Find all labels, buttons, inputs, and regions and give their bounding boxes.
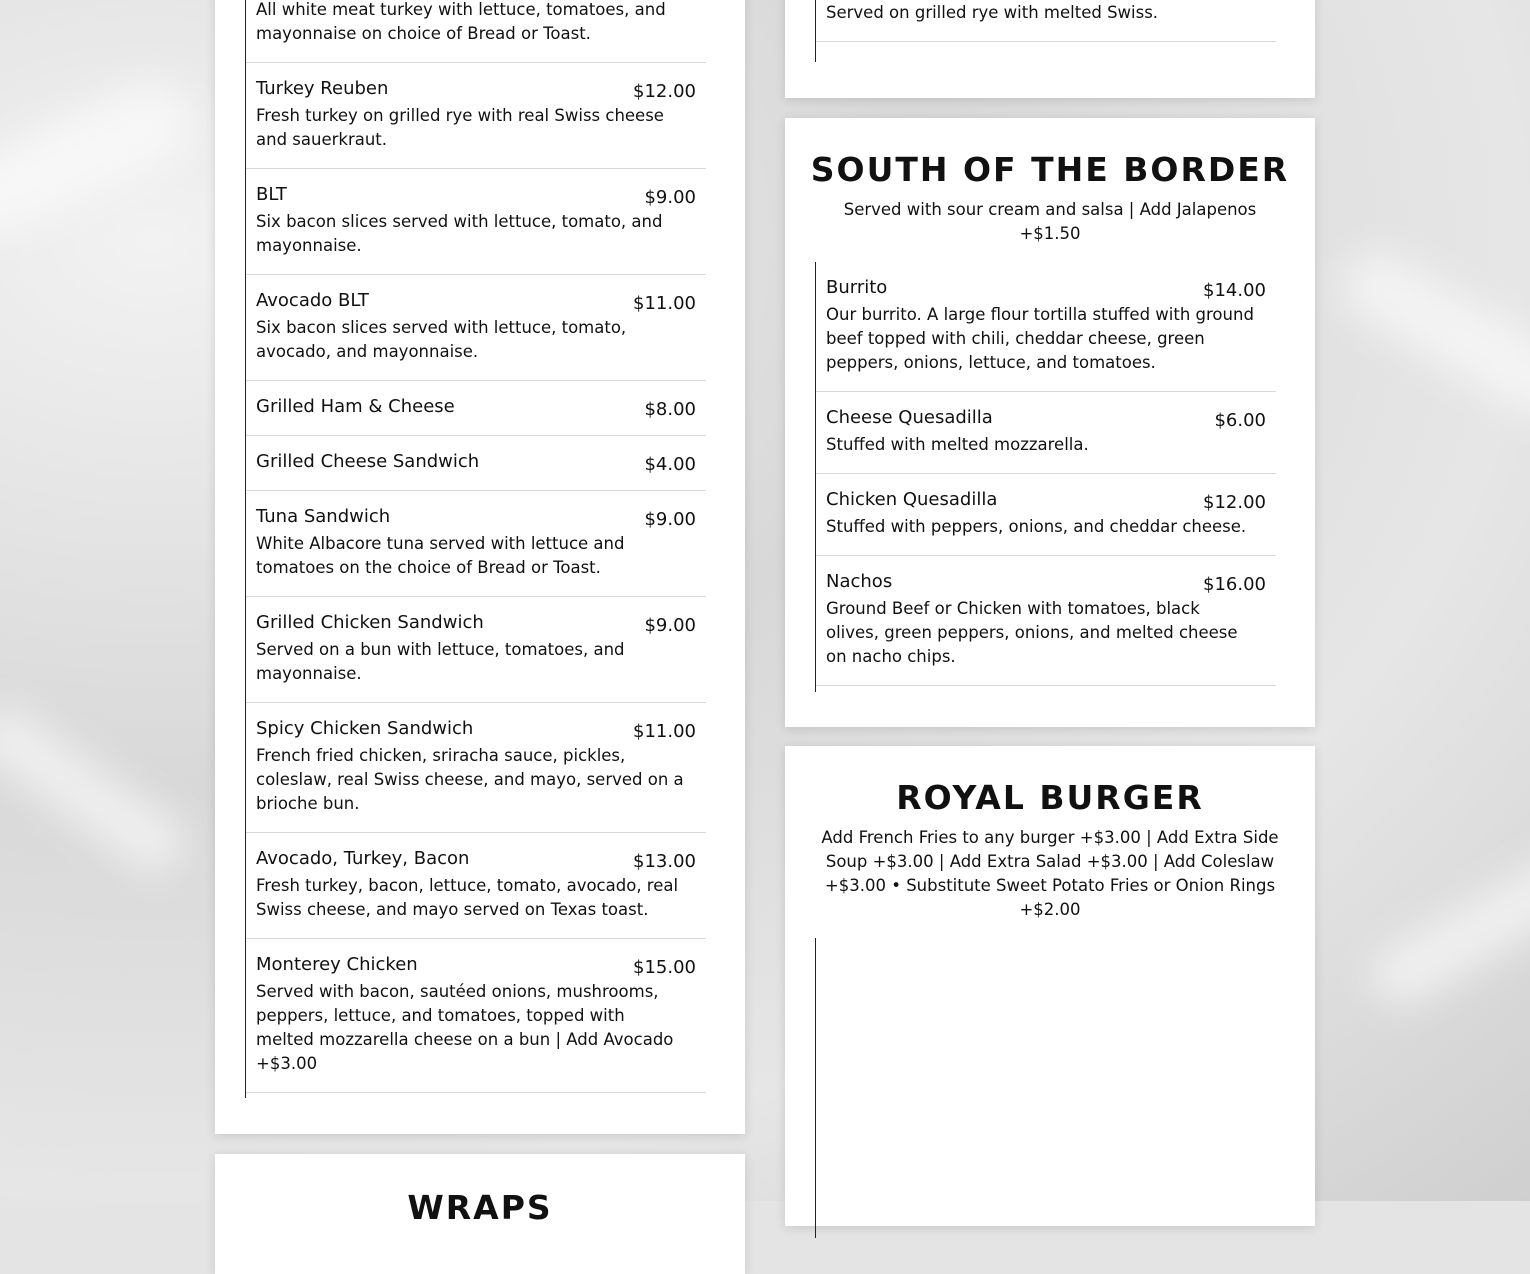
item-price: $9.00 xyxy=(644,615,696,636)
item-description: White Albacore tuna served with lettuce and tomatoes on the choice of Bread or Toast. xyxy=(256,534,625,577)
item-price: $11.00 xyxy=(633,721,696,742)
south-of-the-border-card xyxy=(785,118,1315,727)
sandwiches-card xyxy=(215,0,745,1134)
list-item xyxy=(816,262,1276,392)
section-title: ROYAL BURGER xyxy=(896,778,1204,817)
item-price: $15.00 xyxy=(633,957,696,978)
item-description: Six bacon slices served with lettuce, tomato, and mayonnaise. xyxy=(256,212,663,255)
item-description: French fried chicken, sriracha sauce, pickles, coleslaw, real Swiss cheese, and mayo, served on a brioche bun. xyxy=(256,746,684,813)
item-name: Cheese Quesadilla xyxy=(826,407,993,428)
item-name: Monterey Chicken xyxy=(256,954,418,975)
item-name: Turkey Reuben xyxy=(256,78,389,99)
item-description: Ground Beef or Chicken with tomatoes, black olives, green peppers, onions, and melted cheese on nacho chips. xyxy=(826,599,1238,666)
list-item xyxy=(246,703,706,833)
list-item xyxy=(246,63,706,169)
item-name: Spicy Chicken Sandwich xyxy=(256,718,474,739)
item-name: Chicken Quesadilla xyxy=(826,489,998,510)
item-name: BLT xyxy=(256,184,287,205)
list-item xyxy=(246,381,706,436)
list-item xyxy=(246,939,706,1093)
melts-card xyxy=(785,0,1315,98)
item-description: Our burrito. A large flour tortilla stuffed with ground beef topped with chili, cheddar cheese, green peppers, onions, lettuce, and tomatoes. xyxy=(826,305,1254,372)
item-name: Tuna Sandwich xyxy=(256,506,391,527)
south-item-list xyxy=(815,262,1276,692)
item-description: Stuffed with peppers, onions, and cheddar cheese. xyxy=(826,517,1247,536)
section-title: SOUTH OF THE BORDER xyxy=(810,150,1290,189)
list-item xyxy=(246,491,706,597)
item-price: $6.00 xyxy=(1214,410,1266,431)
item-name: Burrito xyxy=(826,277,888,298)
list-item xyxy=(246,597,706,703)
sandwiches-item-list xyxy=(245,0,706,1098)
wraps-title: WRAPS xyxy=(407,1188,553,1227)
item-name: Avocado BLT xyxy=(256,290,369,311)
item-description: Served on a bun with lettuce, tomatoes, and mayonnaise. xyxy=(256,640,625,683)
list-item xyxy=(816,556,1276,686)
item-price: $4.00 xyxy=(644,454,696,475)
list-item xyxy=(246,169,706,275)
melts-item-list xyxy=(815,0,1276,62)
item-price: $16.00 xyxy=(1203,574,1266,595)
list-item xyxy=(246,833,706,939)
royal-item-list xyxy=(815,938,1276,1238)
list-item xyxy=(816,392,1276,474)
item-description: Fresh turkey, bacon, lettuce, tomato, avocado, real Swiss cheese, and mayo served on Texas toast. xyxy=(256,876,679,919)
item-price: $14.00 xyxy=(1203,280,1266,301)
item-description: Fresh turkey on grilled rye with real Swiss cheese and sauerkraut. xyxy=(256,106,664,149)
section-note: Add French Fries to any burger +$3.00 | Add Extra Side Soup +$3.00 | Add Extra Salad +$3.00 | Add Coleslaw +$3.00 • Substitute Sweet Potato Fries or Onion Rings +$2.00 xyxy=(821,828,1279,919)
item-price: $11.00 xyxy=(633,293,696,314)
item-price: $12.00 xyxy=(633,81,696,102)
item-price: $9.00 xyxy=(644,509,696,530)
item-name: Grilled Ham & Cheese xyxy=(256,396,455,417)
list-item xyxy=(246,0,706,63)
royal-burger-card xyxy=(785,746,1315,1226)
item-description: Served with bacon, sautéed onions, mushrooms, peppers, lettuce, and tomatoes, topped with melted mozzarella cheese on a bun | Add Avocado +$3.00 xyxy=(256,982,674,1073)
item-name: Nachos xyxy=(826,571,893,592)
section-note: Served with sour cream and salsa | Add Jalapenos +$1.50 xyxy=(843,200,1257,243)
item-description: All white meat turkey with lettuce, tomatoes, and mayonnaise on choice of Bread or Toast. xyxy=(256,0,666,43)
item-name: Grilled Cheese Sandwich xyxy=(256,451,480,472)
item-name: Grilled Chicken Sandwich xyxy=(256,612,484,633)
list-item xyxy=(816,0,1276,42)
item-description: Six bacon slices served with lettuce, tomato, avocado, and mayonnaise. xyxy=(256,318,627,361)
item-name: Avocado, Turkey, Bacon xyxy=(256,848,470,869)
list-item xyxy=(246,436,706,491)
wraps-card xyxy=(215,1154,745,1274)
item-price: $13.00 xyxy=(633,851,696,872)
item-description: Stuffed with melted mozzarella. xyxy=(826,435,1089,454)
list-item xyxy=(816,474,1276,556)
item-price: $9.00 xyxy=(644,187,696,208)
item-price: $8.00 xyxy=(644,399,696,420)
item-price: $12.00 xyxy=(1203,492,1266,513)
item-description: Served on grilled rye with melted Swiss. xyxy=(826,3,1159,22)
list-item xyxy=(246,275,706,381)
